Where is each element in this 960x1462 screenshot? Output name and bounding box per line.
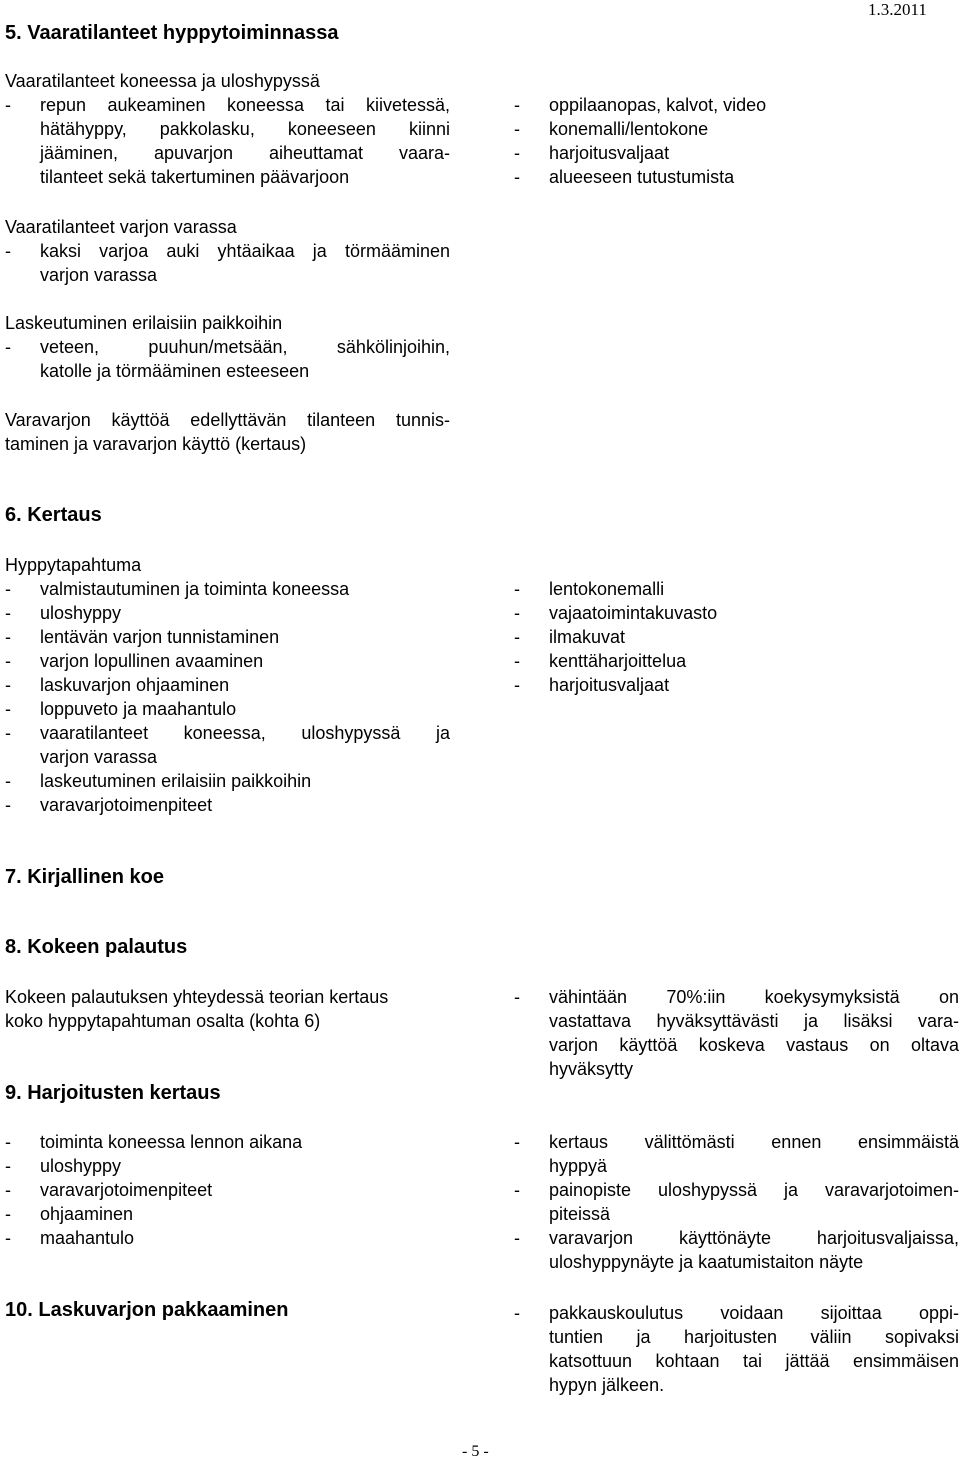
list-dash: - xyxy=(5,1132,11,1152)
list-item: painopiste uloshypyssä ja varavarjotoimen- xyxy=(549,1180,959,1200)
list-line: veteen, puuhun/metsään, sähkölinjoihin, xyxy=(40,337,450,357)
list-item: konemalli/lentokone xyxy=(549,119,709,139)
list-dash: - xyxy=(5,603,11,623)
left-list xyxy=(5,577,450,817)
list-item: varavarjotoimenpiteet xyxy=(40,1180,213,1200)
list-dash: - xyxy=(5,651,11,671)
list-item: varjon lopullinen avaaminen xyxy=(40,651,264,671)
list-item: vajaatoimintakuvasto xyxy=(549,603,718,623)
list-item: maahantulo xyxy=(40,1228,135,1248)
list-item xyxy=(5,335,450,383)
list-line: varjon varassa xyxy=(40,265,158,285)
list-dash: - xyxy=(514,651,520,671)
list-dash: - xyxy=(514,675,520,695)
paragraph-line: Varavarjon käyttöä edellyttävän tilanteen tunnis- xyxy=(5,410,450,430)
paragraph xyxy=(5,985,450,1033)
list-item: kertaus välittömästi ennen ensimmäistä xyxy=(549,1132,959,1152)
list-item: ilmakuvat xyxy=(549,627,626,647)
list-line: tuntien ja harjoitusten väliin sopivaksi xyxy=(549,1327,959,1347)
block-title: Vaaratilanteet koneessa ja uloshypyssä xyxy=(5,71,320,91)
list-item: pakkauskoulutus voidaan sijoittaa oppi- xyxy=(549,1303,959,1323)
right-list xyxy=(514,93,959,189)
list-item: varavarjotoimenpiteet xyxy=(40,795,213,815)
list-item: harjoitusvaljaat xyxy=(549,143,670,163)
list-item: loppuveto ja maahantulo xyxy=(40,699,237,719)
paragraph xyxy=(5,408,450,456)
list-dash: - xyxy=(514,1132,520,1152)
list-dash: - xyxy=(514,627,520,647)
list-dash: - xyxy=(514,1180,520,1200)
list-item: valmistautuminen ja toiminta koneessa xyxy=(40,579,350,599)
document-date: 1.3.2011 xyxy=(868,0,927,19)
right-list xyxy=(514,985,959,1081)
list-dash: - xyxy=(5,337,11,357)
list-item: uloshyppy xyxy=(40,1156,122,1176)
list-dash: - xyxy=(5,241,11,261)
list-dash: - xyxy=(514,1228,520,1248)
list-dash: - xyxy=(514,119,520,139)
paragraph-line: koko hyppytapahtuman osalta (kohta 6) xyxy=(5,1011,321,1031)
list-dash: - xyxy=(514,143,520,163)
block-title: Hyppytapahtuma xyxy=(5,555,142,575)
page-number: - 5 - xyxy=(462,1443,489,1460)
list-item: uloshyppy xyxy=(40,603,122,623)
list-dash: - xyxy=(5,579,11,599)
list-item: lentävän varjon tunnistaminen xyxy=(40,627,280,647)
list-dash: - xyxy=(5,771,11,791)
list-dash: - xyxy=(5,1180,11,1200)
block-title: Laskeutuminen erilaisiin paikkoihin xyxy=(5,313,283,333)
list-line: hätähyppy, pakkolasku, koneeseen kiinni xyxy=(40,119,450,139)
list-line: piteissä xyxy=(549,1204,611,1224)
list-item: alueeseen tutustumista xyxy=(549,167,735,187)
list-dash: - xyxy=(5,723,11,743)
right-list xyxy=(514,577,959,697)
list-item: kenttäharjoittelua xyxy=(549,651,687,671)
paragraph-line: Kokeen palautuksen yhteydessä teorian kertaus xyxy=(5,987,389,1007)
block-title: Vaaratilanteet varjon varassa xyxy=(5,217,237,237)
list-dash: - xyxy=(5,1156,11,1176)
list-item: oppilaanopas, kalvot, video xyxy=(549,95,767,115)
list-item: varavarjon käyttönäyte harjoitusvaljaissa, xyxy=(549,1228,959,1248)
list-line: repun aukeaminen koneessa tai kiivetessä, xyxy=(40,95,450,115)
list-dash: - xyxy=(5,95,11,115)
list-line: kaksi varjoa auki yhtäaikaa ja törmääminen xyxy=(40,241,450,261)
list-line: jääminen, apuvarjon aiheuttamat vaara- xyxy=(40,143,450,163)
section-7-title: 7. Kirjallinen koe xyxy=(5,866,164,888)
right-list xyxy=(514,1301,959,1397)
list-dash: - xyxy=(514,579,520,599)
list-item xyxy=(5,93,450,189)
list-item: lentokonemalli xyxy=(549,579,665,599)
list-item xyxy=(5,239,450,287)
list-item: laskuvarjon ohjaaminen xyxy=(40,675,230,695)
list-dash: - xyxy=(514,603,520,623)
list-dash: - xyxy=(5,627,11,647)
paragraph-line: taminen ja varavarjon käyttö (kertaus) xyxy=(5,434,307,454)
list-dash: - xyxy=(5,1204,11,1224)
list-line: katsottuun kohtaan tai jättää ensimmäisen xyxy=(549,1351,959,1371)
list-item: harjoitusvaljaat xyxy=(549,675,670,695)
list-item: ohjaaminen xyxy=(40,1204,134,1224)
list-item: vähintään 70%:iin koekysymyksistä on xyxy=(549,987,959,1007)
list-line: hypyn jälkeen. xyxy=(549,1375,665,1395)
section-6-title: 6. Kertaus xyxy=(5,504,102,526)
section-10-title: 10. Laskuvarjon pakkaaminen xyxy=(5,1299,289,1321)
list-dash: - xyxy=(5,675,11,695)
list-line: tilanteet sekä takertuminen päävarjoon xyxy=(40,167,350,187)
section-8-title: 8. Kokeen palautus xyxy=(5,936,188,958)
section-5-title: 5. Vaaratilanteet hyppytoiminnassa xyxy=(5,22,339,44)
list-dash: - xyxy=(5,795,11,815)
list-line: hyväksytty xyxy=(549,1059,634,1079)
right-list xyxy=(514,1130,959,1274)
list-dash: - xyxy=(514,987,520,1007)
list-line: katolle ja törmääminen esteeseen xyxy=(40,361,310,381)
list-dash: - xyxy=(5,1228,11,1248)
list-line: uloshyppynäyte ja kaatumistaiton näyte xyxy=(549,1252,864,1272)
list-item: toiminta koneessa lennon aikana xyxy=(40,1132,303,1152)
list-item: vaaratilanteet koneessa, uloshypyssä ja xyxy=(40,723,450,743)
list-dash: - xyxy=(514,167,520,187)
left-list xyxy=(5,1130,450,1250)
list-dash: - xyxy=(5,699,11,719)
list-line: hyppyä xyxy=(549,1156,608,1176)
list-line: varjon varassa xyxy=(40,747,158,767)
list-line: vastattava hyväksyttävästi ja lisäksi vara- xyxy=(549,1011,959,1031)
list-dash: - xyxy=(514,1303,520,1323)
list-item: laskeutuminen erilaisiin paikkoihin xyxy=(40,771,312,791)
list-dash: - xyxy=(514,95,520,115)
list-line: varjon käyttöä koskeva vastaus on oltava xyxy=(549,1035,959,1055)
section-9-title: 9. Harjoitusten kertaus xyxy=(5,1082,221,1104)
